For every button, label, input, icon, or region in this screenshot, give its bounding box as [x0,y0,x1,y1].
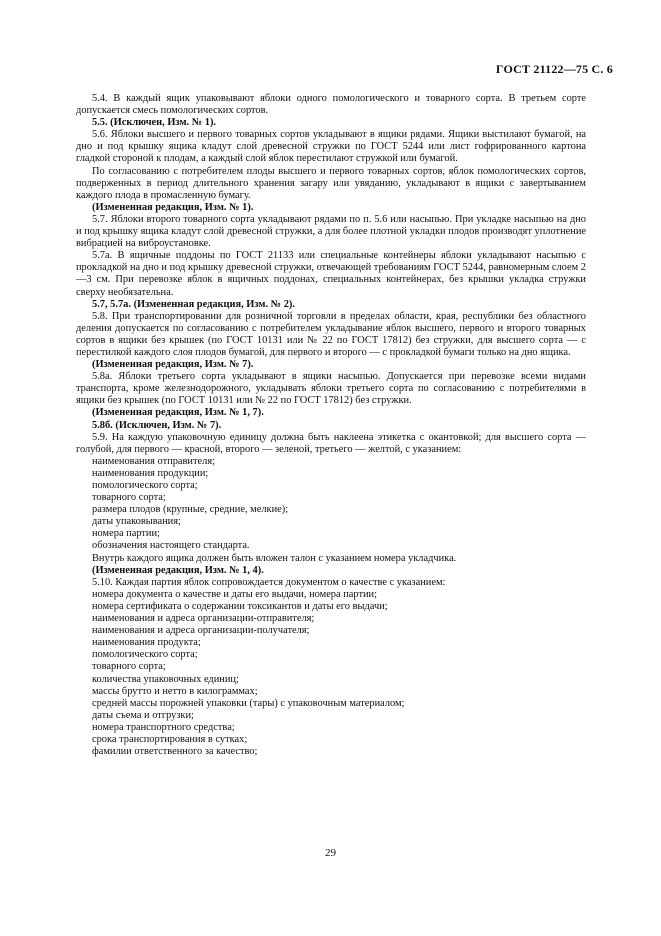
list-item: наименования и адреса организации-получателя; [92,625,310,637]
list-item: средней массы порожней упаковки (тары) с упаковочным материалом; [92,697,405,709]
page-header: ГОСТ 21122—75 С. 6 [495,62,613,76]
list-item: размера плодов (крупные, средние, мелкие); [92,504,289,516]
list-item: даты упаковывания; [92,516,181,528]
paragraph-5-7a: 5.7а. В ящичные поддоны по ГОСТ 21133 или специальные контейнеры яблоки укладывают насыпью с прокладкой на дно и под крышку древесной стружки, отвечающей требованиям ГОСТ 5244, равномерным слоем 2—3 см. При перевозке яблок в ящичных поддонах, специальных контейнерах, без крышки укладка стружки сверху необязательна. [76,250,586,298]
paragraph-5-9: 5.9. На каждую упаковочную единицу должна быть наклеена этикетка с окантовкой; для высшего сорта — голубой, для первого — красной, второго — зеленой, третьего — желтой, с указанием: [76,431,586,455]
page-number: 29 [325,847,336,859]
list-item: помологического сорта; [92,480,198,491]
paragraph-5-6: 5.6. Яблоки высшего и первого товарных сортов укладывают в ящики рядами. Ящики выстилают бумагой, на дно и под крышку ящика кладут слой древесной стружки по ГОСТ 5244 или лист гофрированного картона гладкой стороной к плодам, а каждый слой яблок перестилают стружкой или бумагой. [76,129,586,165]
list-item: номера документа о качестве и даты его выдачи, номера партии; [92,588,377,600]
list-item: товарного сорта; [92,492,166,504]
list-item: номера сертификата о содержании токсикантов и даты его выдачи; [92,600,388,612]
list-item: помологического сорта; [92,649,198,661]
list-item: товарного сорта; [92,661,166,673]
paragraph-5-4: 5.4. В каждый ящик упаковывают яблоки одного помологического и товарного сорта. В третьем сорте допускается смесь помологических сортов. [76,93,586,117]
list-item: наименования отправителя; [92,455,215,467]
paragraph-5-8b: 5.8б. (Исключен, Изм. № 7). [92,419,222,431]
amendment-note: 5.7, 5.7а. (Измененная редакция, Изм. № 2). [92,298,295,310]
list-item: массы брутто и нетто в килограммах; [92,685,258,697]
list-item: количества упаковочных единиц; [92,673,239,685]
list-item: наименования продукции; [92,467,209,479]
list-item: обозначения настоящего стандарта. [92,540,250,552]
list-item: фамилии ответственного за качество; [92,746,258,758]
list-item: наименования и адреса организации-отправителя; [92,613,315,625]
paragraph-5-6-agreement: По согласованию с потребителем плоды высшего и первого товарных сортов, яблок помологических сортов, подверженных в период длительного хранения загару или увяданию, укладывают в ящики с завертыванием каждого плода в промасленную бумагу. [76,165,586,201]
paragraph-5-5: 5.5. (Исключен, Изм. № 1). [92,117,217,129]
paragraph-5-8a: 5.8а. Яблоки третьего сорта укладывают в ящики насыпью. Допускается при перевозке всеми видами транспорта, кроме железнодорожного, укладывать яблоки третьего сорта по согласованию с потребителями в ящики без крышек (по ГОСТ 10131 или № 22 по ГОСТ 17812) без стружки. [76,371,586,407]
list-item: срока транспортирования в сутках; [92,733,248,745]
list-item: наименования продукта; [92,637,201,649]
paragraph-5-7: 5.7. Яблоки второго товарного сорта укладывают рядами по п. 5.6 или насыпью. При укладке насыпью на дно и под крышку ящика кладут слой древесной стружки, а для более плотной укладки плодов производят уплотнение вибрацией на виброустановке. [76,213,586,250]
paragraph-5-8: 5.8. При транспортировании для розничной торговли в пределах области, края, республики без областного деления допускается по согласованию с потребителем укладывание яблок высшего, первого и второго товарных сортов в ящики без крышек (по ГОСТ 10131 или № 22 по ГОСТ 17812) без стружки, для высшего сорта — с перестилкой каждого слоя плодов бумагой, для первого и второго — с прокладкой бумаги только на дно ящика. [76,310,586,358]
amendment-note: (Измененная редакция, Изм. № 7). [92,359,254,371]
label-contents-list [76,456,586,553]
amendment-note: (Измененная редакция, Изм. № 1). [92,201,254,213]
amendment-note: (Измененная редакция, Изм. № 1, 4). [92,564,264,576]
paragraph-5-10: 5.10. Каждая партия яблок сопровождается документом о качестве с указанием: [92,576,446,588]
packer-coupon-note: Внутрь каждого ящика должен быть вложен талон с указанием номера укладчика. [92,552,457,564]
document-body [76,93,586,758]
list-item: номера партии; [92,528,160,540]
amendment-note: (Измененная редакция, Изм. № 1, 7). [92,407,264,419]
quality-document-list [76,589,586,758]
list-item: номера транспортного средства; [92,721,235,733]
list-item: даты съема и отгрузки; [92,709,194,721]
